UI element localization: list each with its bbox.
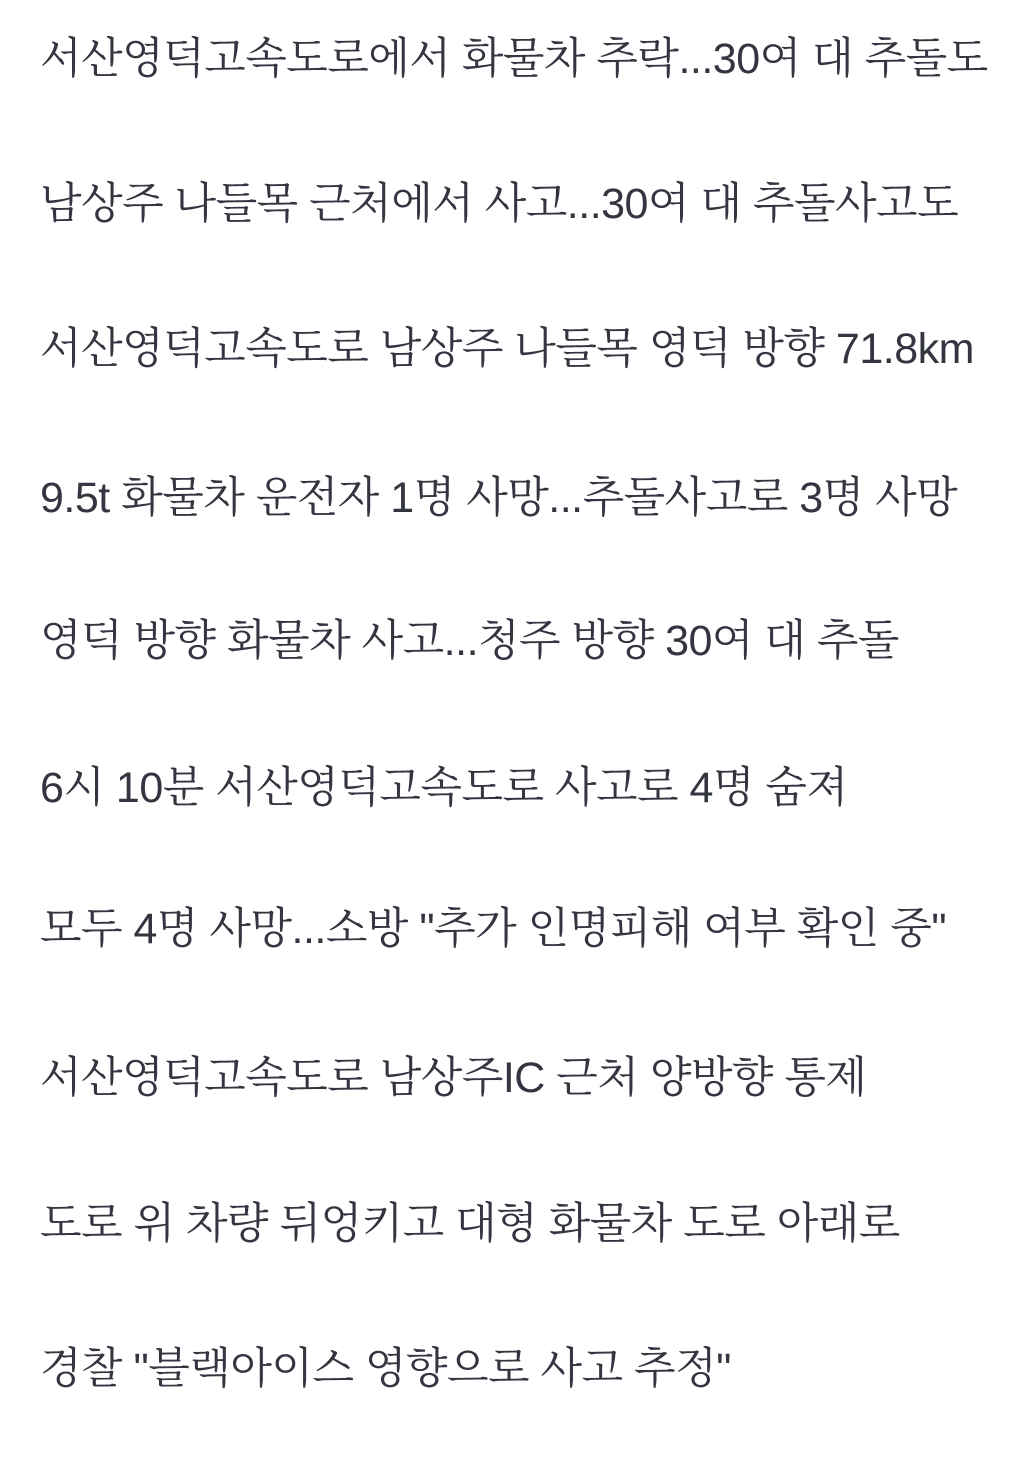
headline: 모두 4명 사망...소방 "추가 인명피해 여부 확인 중": [40, 905, 947, 953]
headline: 경찰 "블랙아이스 영향으로 사고 추정": [40, 1345, 731, 1393]
headline: 9.5t 화물차 운전자 1명 사망...추돌사고로 3명 사망: [40, 474, 958, 522]
headline: 6시 10분 서산영덕고속도로 사고로 4명 숨져: [40, 764, 848, 812]
headline: 서산영덕고속도로에서 화물차 추락...30여 대 추돌도: [40, 35, 988, 83]
headline: 서산영덕고속도로 남상주IC 근처 양방향 통제: [40, 1054, 867, 1102]
headline: 서산영덕고속도로 남상주 나들목 영덕 방향 71.8km: [40, 325, 974, 373]
headline: 남상주 나들목 근처에서 사고...30여 대 추돌사고도: [40, 180, 959, 228]
headline: 도로 위 차량 뒤엉키고 대형 화물차 도로 아래로: [40, 1200, 900, 1248]
headline: 영덕 방향 화물차 사고...청주 방향 30여 대 추돌: [40, 617, 899, 665]
